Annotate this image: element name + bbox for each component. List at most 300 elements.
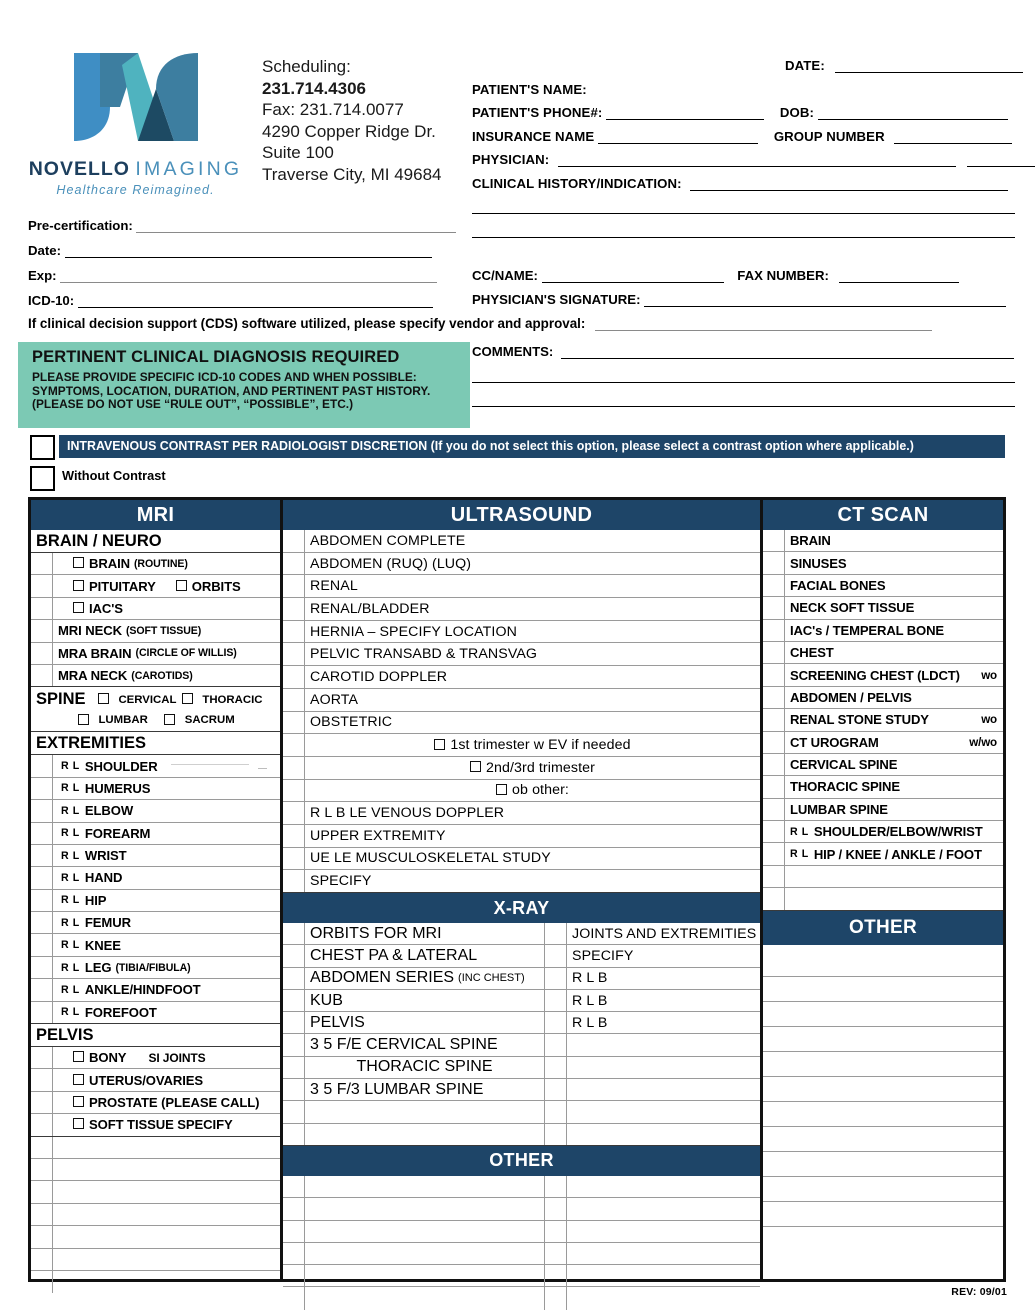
- comments-input[interactable]: [561, 345, 1014, 359]
- mri-row-brain[interactable]: [31, 553, 280, 575]
- precertification-input[interactable]: [136, 219, 456, 233]
- thoracic-checkbox[interactable]: [182, 693, 193, 704]
- xray-item-right[interactable]: R L B: [572, 992, 608, 1009]
- ct-other-row[interactable]: [763, 1127, 1003, 1152]
- mri-item-paren: (ROUTINE): [133, 557, 188, 570]
- mri-checkbox-cell[interactable]: [31, 643, 53, 664]
- mri-spine-label: SPINE: [36, 690, 86, 709]
- us-row-pelvic[interactable]: [283, 643, 760, 666]
- clinical-history-input-2[interactable]: [472, 200, 1015, 214]
- group-number-label: GROUP NUMBER: [773, 128, 885, 144]
- mri-blank-row[interactable]: [31, 1137, 280, 1159]
- spine-option-lumbar: LUMBAR: [98, 714, 148, 727]
- xray-row[interactable]: [283, 945, 760, 967]
- mri-item-label: BONY: [89, 1050, 127, 1066]
- second-third-trimester-checkbox[interactable]: [470, 761, 481, 772]
- ct-other-row[interactable]: [763, 1077, 1003, 1102]
- clinical-history-input[interactable]: [690, 177, 1008, 191]
- date-row: [472, 58, 1017, 82]
- ct-other-row[interactable]: [763, 1027, 1003, 1052]
- clinical-history-label: CLINICAL HISTORY/INDICATION:: [472, 175, 682, 191]
- mri-row-forefoot[interactable]: [31, 1002, 280, 1024]
- ob-other-checkbox[interactable]: [496, 784, 507, 795]
- xray-checkbox-cell-left[interactable]: [283, 1124, 305, 1145]
- prostate-checkbox[interactable]: [73, 1096, 84, 1107]
- brand-lockup: [28, 158, 243, 197]
- precertification-row: [28, 218, 460, 243]
- side-selector-rl[interactable]: R L: [61, 894, 80, 907]
- ct-row-ct-urogram[interactable]: [763, 732, 1003, 754]
- us-row-abdomen-ruq-luq[interactable]: [283, 553, 760, 576]
- date-input[interactable]: [835, 59, 1023, 73]
- ct-checkbox-cell[interactable]: [763, 776, 785, 797]
- ct-other-row[interactable]: [763, 1152, 1003, 1177]
- mri-item-label-2: SI JOINTS: [148, 1050, 206, 1065]
- mri-row-humerus[interactable]: [31, 778, 280, 800]
- us-checkbox-cell[interactable]: [283, 643, 305, 665]
- side-selector-rl[interactable]: R L: [61, 916, 80, 929]
- mri-row-prostate[interactable]: [31, 1092, 280, 1114]
- ct-item-label: FACIAL BONES: [790, 577, 886, 593]
- xray-row[interactable]: [283, 1124, 760, 1146]
- without-contrast-checkbox[interactable]: [30, 466, 55, 491]
- xray-header: X-RAY: [283, 893, 760, 923]
- side-selector-rl[interactable]: R L: [61, 782, 80, 795]
- us-checkbox-cell[interactable]: [283, 575, 305, 597]
- us-item-label: UPPER EXTREMITY: [310, 827, 446, 844]
- xray-row[interactable]: [283, 968, 760, 990]
- mri-row-leg[interactable]: [31, 957, 280, 979]
- physician-input[interactable]: [558, 153, 956, 167]
- iv-contrast-bar: [59, 435, 1005, 458]
- xray-checkbox-cell-right[interactable]: [545, 1079, 567, 1100]
- mri-row-soft-tissue[interactable]: [31, 1114, 280, 1136]
- ct-checkbox-cell[interactable]: [763, 799, 785, 820]
- sacrum-checkbox[interactable]: [164, 714, 175, 725]
- uterus-ovaries-checkbox[interactable]: [73, 1074, 84, 1085]
- xray-checkbox-cell-right[interactable]: [545, 1124, 567, 1145]
- patient-info-block: [472, 58, 1017, 246]
- physician-signature-label: PHYSICIAN'S SIGNATURE:: [472, 292, 641, 307]
- us-row-carotid-doppler[interactable]: [283, 666, 760, 689]
- us-row-hernia[interactable]: [283, 621, 760, 644]
- xray-checkbox-cell-left[interactable]: [283, 1012, 305, 1033]
- xray-item-left: ORBITS FOR MRI: [305, 923, 545, 944]
- ct-checkbox-cell[interactable]: [763, 620, 785, 641]
- xray-checkbox-cell-right[interactable]: [545, 1101, 567, 1122]
- ct-other-row[interactable]: [763, 1202, 1003, 1227]
- icd10-input[interactable]: [78, 294, 433, 308]
- address-line-1: 4290 Copper Ridge Dr.: [262, 121, 436, 141]
- mri-item-label: MRI NECK: [58, 623, 122, 639]
- us-row-musculoskeletal[interactable]: [283, 848, 760, 871]
- dob-input[interactable]: [818, 106, 1008, 120]
- xray-checkbox-cell-left[interactable]: [283, 1079, 305, 1100]
- ct-row-abdomen-pelvis[interactable]: [763, 687, 1003, 709]
- mri-row-femur[interactable]: [31, 912, 280, 934]
- pertinent-diagnosis-box: [18, 342, 470, 428]
- physician-signature-row: [472, 292, 1017, 316]
- brand-tagline: Healthcare Reimagined.: [56, 183, 215, 197]
- us-checkbox-cell[interactable]: [283, 757, 305, 779]
- us-item-label: CAROTID DOPPLER: [310, 668, 448, 685]
- xray-item-left: 3 5 F/3 LUMBAR SPINE: [305, 1079, 545, 1100]
- bony-checkbox[interactable]: [73, 1051, 84, 1062]
- mri-checkbox-cell[interactable]: [31, 934, 53, 955]
- group-number-input[interactable]: [894, 130, 1012, 144]
- cc-name-input[interactable]: [542, 269, 724, 283]
- mri-item-label: FOREFOOT: [84, 1004, 157, 1020]
- fax-number-input[interactable]: [839, 269, 959, 283]
- mri-row-wrist[interactable]: [31, 845, 280, 867]
- ct-checkbox-cell[interactable]: [763, 664, 785, 685]
- us-row-abdomen-complete[interactable]: [283, 530, 760, 553]
- mri-row-hand[interactable]: [31, 867, 280, 889]
- patient-phone-input[interactable]: [606, 106, 764, 120]
- mri-checkbox-cell[interactable]: [31, 1047, 53, 1068]
- us-other-row[interactable]: [283, 1198, 760, 1220]
- mri-row-neck[interactable]: [31, 620, 280, 642]
- mri-checkbox-cell[interactable]: [31, 1114, 53, 1135]
- physician-extra-input[interactable]: [967, 153, 1035, 167]
- ct-other-row[interactable]: [763, 945, 1003, 977]
- physician-signature-input[interactable]: [644, 293, 1006, 307]
- xray-row[interactable]: [283, 1034, 760, 1056]
- ct-blank-row[interactable]: [763, 888, 1003, 910]
- mri-row-knee[interactable]: [31, 934, 280, 956]
- xray-item-right[interactable]: [567, 1079, 760, 1100]
- us-other-row[interactable]: [283, 1176, 760, 1198]
- us-checkbox-cell[interactable]: [283, 621, 305, 643]
- mri-checkbox-cell[interactable]: [31, 1069, 53, 1090]
- precertification-label: Pre-certification:: [28, 218, 133, 233]
- signature-comments-block: [472, 268, 1017, 316]
- side-selector-rl[interactable]: R L: [61, 827, 80, 840]
- side-selector-rl[interactable]: R L: [61, 939, 80, 952]
- ct-row-iacs-temperal-bone[interactable]: [763, 620, 1003, 642]
- mri-row-iacs[interactable]: [31, 598, 280, 620]
- xray-row[interactable]: [283, 923, 760, 945]
- us-item-label: R L B LE VENOUS DOPPLER: [310, 805, 505, 822]
- mri-checkbox-cell[interactable]: [31, 1002, 53, 1023]
- us-row-venous-doppler[interactable]: [283, 802, 760, 825]
- side-selector-rl[interactable]: R L: [61, 760, 80, 773]
- side-selector-rl[interactable]: R L: [61, 983, 80, 996]
- xray-checkbox-cell-right[interactable]: [545, 968, 567, 989]
- xray-item-left[interactable]: [305, 1124, 545, 1145]
- spine-option-cervical: CERVICAL: [118, 693, 177, 706]
- us-checkbox-cell[interactable]: [283, 553, 305, 575]
- patient-phone-label: PATIENT'S PHONE#:: [472, 105, 603, 120]
- ct-other-row[interactable]: [763, 977, 1003, 1002]
- mri-item-label: PROSTATE (PLEASE CALL): [89, 1095, 260, 1110]
- ct-checkbox-cell[interactable]: [763, 843, 785, 864]
- modality-grid: [28, 497, 1006, 1282]
- ct-row-hip-knee-ankle-foot[interactable]: [763, 843, 1003, 865]
- xray-item-right[interactable]: R L B: [572, 970, 608, 987]
- mri-checkbox-cell[interactable]: [31, 957, 53, 978]
- xray-checkbox-cell-left[interactable]: [283, 923, 305, 944]
- clinical-history-row-2: [472, 199, 1017, 223]
- us-item-label: AORTA: [310, 691, 359, 708]
- us-item-label: SPECIFY: [310, 873, 372, 890]
- precert-exp-input[interactable]: [60, 269, 437, 283]
- ct-checkbox-cell[interactable]: [763, 530, 785, 551]
- mri-blank-row[interactable]: [31, 1159, 280, 1181]
- mri-blank-row[interactable]: [31, 1271, 280, 1293]
- mri-item-label: HIP: [84, 892, 107, 908]
- mri-checkbox-cell[interactable]: [31, 890, 53, 911]
- ct-item-label: CT UROGRAM: [790, 734, 879, 750]
- address-line-2: Suite 100: [262, 143, 334, 162]
- ct-row-brain[interactable]: [763, 530, 1003, 552]
- us-other-row[interactable]: [283, 1243, 760, 1265]
- mri-item-label: HUMERUS: [84, 780, 151, 796]
- mri-blank-row[interactable]: [31, 1226, 280, 1248]
- mri-checkbox-cell[interactable]: [31, 665, 53, 686]
- scheduling-phone: 231.714.4306: [262, 78, 366, 98]
- ct-checkbox-cell[interactable]: [763, 754, 785, 775]
- us-row-obstetric[interactable]: [283, 712, 760, 735]
- mri-checkbox-cell[interactable]: [31, 1092, 53, 1113]
- ct-row-facial-bones[interactable]: [763, 575, 1003, 597]
- mri-checkbox-cell[interactable]: [31, 979, 53, 1000]
- mri-row-hip[interactable]: [31, 890, 280, 912]
- xray-checkbox-cell-right[interactable]: [545, 1012, 567, 1033]
- icd10-label: ICD-10:: [28, 293, 75, 308]
- ct-row-sinuses[interactable]: [763, 552, 1003, 574]
- comments-input-3[interactable]: [472, 393, 1015, 407]
- xray-item-left: PELVIS: [305, 1012, 545, 1033]
- mri-section-extremities: EXTREMITIES: [31, 732, 280, 755]
- date-label: DATE:: [785, 58, 825, 73]
- xray-item-right[interactable]: [567, 1124, 760, 1145]
- xray-item-left: 3 5 F/E CERVICAL SPINE: [305, 1034, 545, 1055]
- orbits-checkbox[interactable]: [176, 580, 187, 591]
- mri-item-label: SOFT TISSUE SPECIFY: [89, 1117, 233, 1133]
- precert-date-input[interactable]: [65, 244, 432, 258]
- xray-row[interactable]: [283, 1101, 760, 1123]
- ct-item-label: SCREENING CHEST (LDCT): [790, 667, 960, 683]
- side-selector-rl[interactable]: R L: [61, 1006, 80, 1019]
- mri-row-uterus-ovaries[interactable]: [31, 1069, 280, 1091]
- ct-blank-row[interactable]: [763, 866, 1003, 888]
- mri-checkbox-cell[interactable]: [31, 912, 53, 933]
- ct-row-cervical-spine[interactable]: [763, 754, 1003, 776]
- mri-item-label: FOREARM: [84, 825, 151, 841]
- comments-input-2[interactable]: [472, 369, 1015, 383]
- us-row-specify[interactable]: [283, 870, 760, 893]
- ct-checkbox-cell[interactable]: [763, 575, 785, 596]
- xray-checkbox-cell-right[interactable]: [545, 923, 567, 944]
- mri-item-label: MRA BRAIN: [58, 645, 132, 661]
- ct-item-label: ABDOMEN / PELVIS: [790, 689, 912, 705]
- side-selector-rl[interactable]: R L: [790, 825, 809, 838]
- us-row-ob-other[interactable]: [283, 780, 760, 803]
- iacs-checkbox[interactable]: [73, 602, 84, 613]
- ct-checkbox-cell[interactable]: [763, 552, 785, 573]
- side-selector-rl[interactable]: R L: [61, 849, 80, 862]
- clinical-history-row-3: [472, 223, 1017, 247]
- mri-spine-row[interactable]: [31, 687, 280, 732]
- ct-contrast-suffix: wo: [981, 713, 997, 727]
- mri-row-mra-neck[interactable]: [31, 665, 280, 687]
- side-selector-rl[interactable]: R L: [61, 804, 80, 817]
- precert-exp-label: Exp:: [28, 268, 57, 283]
- us-checkbox-cell[interactable]: [283, 780, 305, 802]
- mri-row-elbow[interactable]: [31, 800, 280, 822]
- xray-item-right[interactable]: [567, 1101, 760, 1122]
- mri-checkbox-cell[interactable]: [31, 620, 53, 641]
- ct-other-row[interactable]: [763, 1002, 1003, 1027]
- mri-item-label-2: ORBITS: [191, 578, 241, 594]
- mri-blank-row[interactable]: [31, 1249, 280, 1271]
- comments-row-3: [472, 392, 1017, 416]
- ct-item-label: HIP / KNEE / ANKLE / FOOT: [813, 846, 982, 862]
- xray-row[interactable]: [283, 1079, 760, 1101]
- insurance-input[interactable]: [598, 130, 758, 144]
- mri-checkbox-cell[interactable]: [31, 867, 53, 888]
- ct-row-screening-chest[interactable]: [763, 664, 1003, 686]
- us-row-1st-trimester[interactable]: [283, 734, 760, 757]
- cc-name-label: CC/NAME:: [472, 268, 538, 283]
- ct-checkbox-cell[interactable]: [763, 709, 785, 730]
- mri-item-label: BRAIN: [89, 556, 130, 572]
- xray-row[interactable]: [283, 1057, 760, 1079]
- cc-name-row: [472, 268, 1017, 292]
- xray-checkbox-cell-left[interactable]: [283, 1101, 305, 1122]
- us-other-header: OTHER: [283, 1146, 760, 1176]
- xray-checkbox-cell-left[interactable]: [283, 945, 305, 966]
- mri-checkbox-cell[interactable]: [31, 575, 53, 596]
- first-trimester-checkbox[interactable]: [434, 739, 445, 750]
- precert-date-label: Date:: [28, 243, 61, 258]
- ct-row-shoulder-elbow-wrist[interactable]: [763, 821, 1003, 843]
- brain-checkbox[interactable]: [73, 557, 84, 568]
- us-checkbox-cell[interactable]: [283, 734, 305, 756]
- us-other-row[interactable]: [283, 1221, 760, 1243]
- iv-contrast-checkbox[interactable]: [30, 435, 55, 460]
- mri-item-label: HAND: [84, 870, 123, 886]
- xray-item-right[interactable]: R L B: [572, 1014, 608, 1031]
- ct-item-label: CERVICAL SPINE: [790, 757, 898, 773]
- mri-checkbox-cell[interactable]: [31, 553, 53, 574]
- mri-checkbox-cell[interactable]: [31, 598, 53, 619]
- xray-checkbox-cell-right[interactable]: [545, 990, 567, 1011]
- ct-checkbox-cell[interactable]: [763, 687, 785, 708]
- mri-row-pituitary-orbits[interactable]: [31, 575, 280, 597]
- mri-blank-row[interactable]: [31, 1181, 280, 1203]
- side-selector-rl[interactable]: R L: [790, 848, 809, 861]
- ct-other-row[interactable]: [763, 1227, 1003, 1252]
- xray-checkbox-cell-right[interactable]: [545, 945, 567, 966]
- us-item-label: ob other:: [512, 782, 569, 799]
- us-checkbox-cell[interactable]: [283, 530, 305, 552]
- clinical-history-input-3[interactable]: [472, 224, 1015, 238]
- xray-item-left[interactable]: [305, 1101, 545, 1122]
- xray-row[interactable]: [283, 1012, 760, 1034]
- pituitary-checkbox[interactable]: [73, 580, 84, 591]
- cervical-checkbox[interactable]: [98, 693, 109, 704]
- us-row-renal-bladder[interactable]: [283, 598, 760, 621]
- physician-label: PHYSICIAN:: [472, 152, 550, 167]
- comments-row-2: [472, 368, 1017, 392]
- mri-checkbox-cell[interactable]: [31, 845, 53, 866]
- ct-row-lumbar-spine[interactable]: [763, 799, 1003, 821]
- ct-other-row[interactable]: [763, 1052, 1003, 1077]
- xray-checkbox-cell-left[interactable]: [283, 990, 305, 1011]
- xray-checkbox-cell-left[interactable]: [283, 1034, 305, 1055]
- us-checkbox-cell[interactable]: [283, 666, 305, 688]
- fax-number: Fax: 231.714.0077: [262, 100, 404, 119]
- mri-checkbox-cell[interactable]: [31, 823, 53, 844]
- us-other-row[interactable]: [283, 1287, 760, 1309]
- mri-checkbox-cell[interactable]: [31, 800, 53, 821]
- ct-other-row[interactable]: [763, 1102, 1003, 1127]
- ct-row-thoracic-spine[interactable]: [763, 776, 1003, 798]
- xray-item-right[interactable]: [567, 1034, 760, 1055]
- us-checkbox-cell[interactable]: [283, 848, 305, 870]
- mri-checkbox-cell[interactable]: [31, 778, 53, 799]
- ct-other-row[interactable]: [763, 1177, 1003, 1202]
- side-selector-rl[interactable]: R L: [61, 871, 80, 884]
- soft-tissue-checkbox[interactable]: [73, 1118, 84, 1129]
- comments-label: COMMENTS:: [472, 344, 554, 359]
- us-row-aorta[interactable]: [283, 689, 760, 712]
- us-row-upper-extremity[interactable]: [283, 825, 760, 848]
- ct-checkbox-cell[interactable]: [763, 732, 785, 753]
- us-row-renal[interactable]: [283, 575, 760, 598]
- us-other-row[interactable]: [283, 1265, 760, 1287]
- us-checkbox-cell[interactable]: [283, 802, 305, 824]
- cds-vendor-input[interactable]: [595, 317, 932, 331]
- xray-checkbox-cell-right[interactable]: [545, 1057, 567, 1078]
- us-checkbox-cell[interactable]: [283, 598, 305, 620]
- cds-note-label: If clinical decision support (CDS) software utilized, please specify vendor and approval:: [28, 316, 586, 331]
- lumbar-checkbox[interactable]: [78, 714, 89, 725]
- mri-row-mra-brain[interactable]: [31, 643, 280, 665]
- insurance-label: INSURANCE NAME: [472, 128, 595, 144]
- mri-row-bony-si-joints[interactable]: [31, 1047, 280, 1069]
- revision-label: REV: 09/01: [951, 1286, 1007, 1298]
- mri-row-forearm[interactable]: [31, 823, 280, 845]
- us-checkbox-cell[interactable]: [283, 689, 305, 711]
- xray-item-right[interactable]: [567, 1057, 760, 1078]
- shoulder-artifact-line: [171, 764, 249, 765]
- ct-checkbox-cell[interactable]: [763, 642, 785, 663]
- us-checkbox-cell[interactable]: [283, 825, 305, 847]
- us-checkbox-cell[interactable]: [283, 712, 305, 734]
- ct-row-renal-stone-study[interactable]: [763, 709, 1003, 731]
- xray-checkbox-cell-left[interactable]: [283, 968, 305, 989]
- xray-checkbox-cell-left[interactable]: [283, 1057, 305, 1078]
- mri-row-shoulder[interactable]: [31, 755, 280, 777]
- us-row-2nd-3rd-trimester[interactable]: [283, 757, 760, 780]
- ct-checkbox-cell[interactable]: [763, 821, 785, 842]
- xray-checkbox-cell-right[interactable]: [545, 1034, 567, 1055]
- fax-number-label: FAX NUMBER:: [737, 268, 829, 283]
- ct-row-neck-soft-tissue[interactable]: [763, 597, 1003, 619]
- ct-row-chest[interactable]: [763, 642, 1003, 664]
- mri-checkbox-cell[interactable]: [31, 755, 53, 776]
- ct-checkbox-cell[interactable]: [763, 597, 785, 618]
- dob-label: DOB:: [779, 105, 815, 120]
- us-checkbox-cell[interactable]: [283, 870, 305, 892]
- mri-row-ankle-hindfoot[interactable]: [31, 979, 280, 1001]
- mri-blank-row[interactable]: [31, 1204, 280, 1226]
- side-selector-rl[interactable]: R L: [61, 961, 80, 974]
- xray-row[interactable]: [283, 990, 760, 1012]
